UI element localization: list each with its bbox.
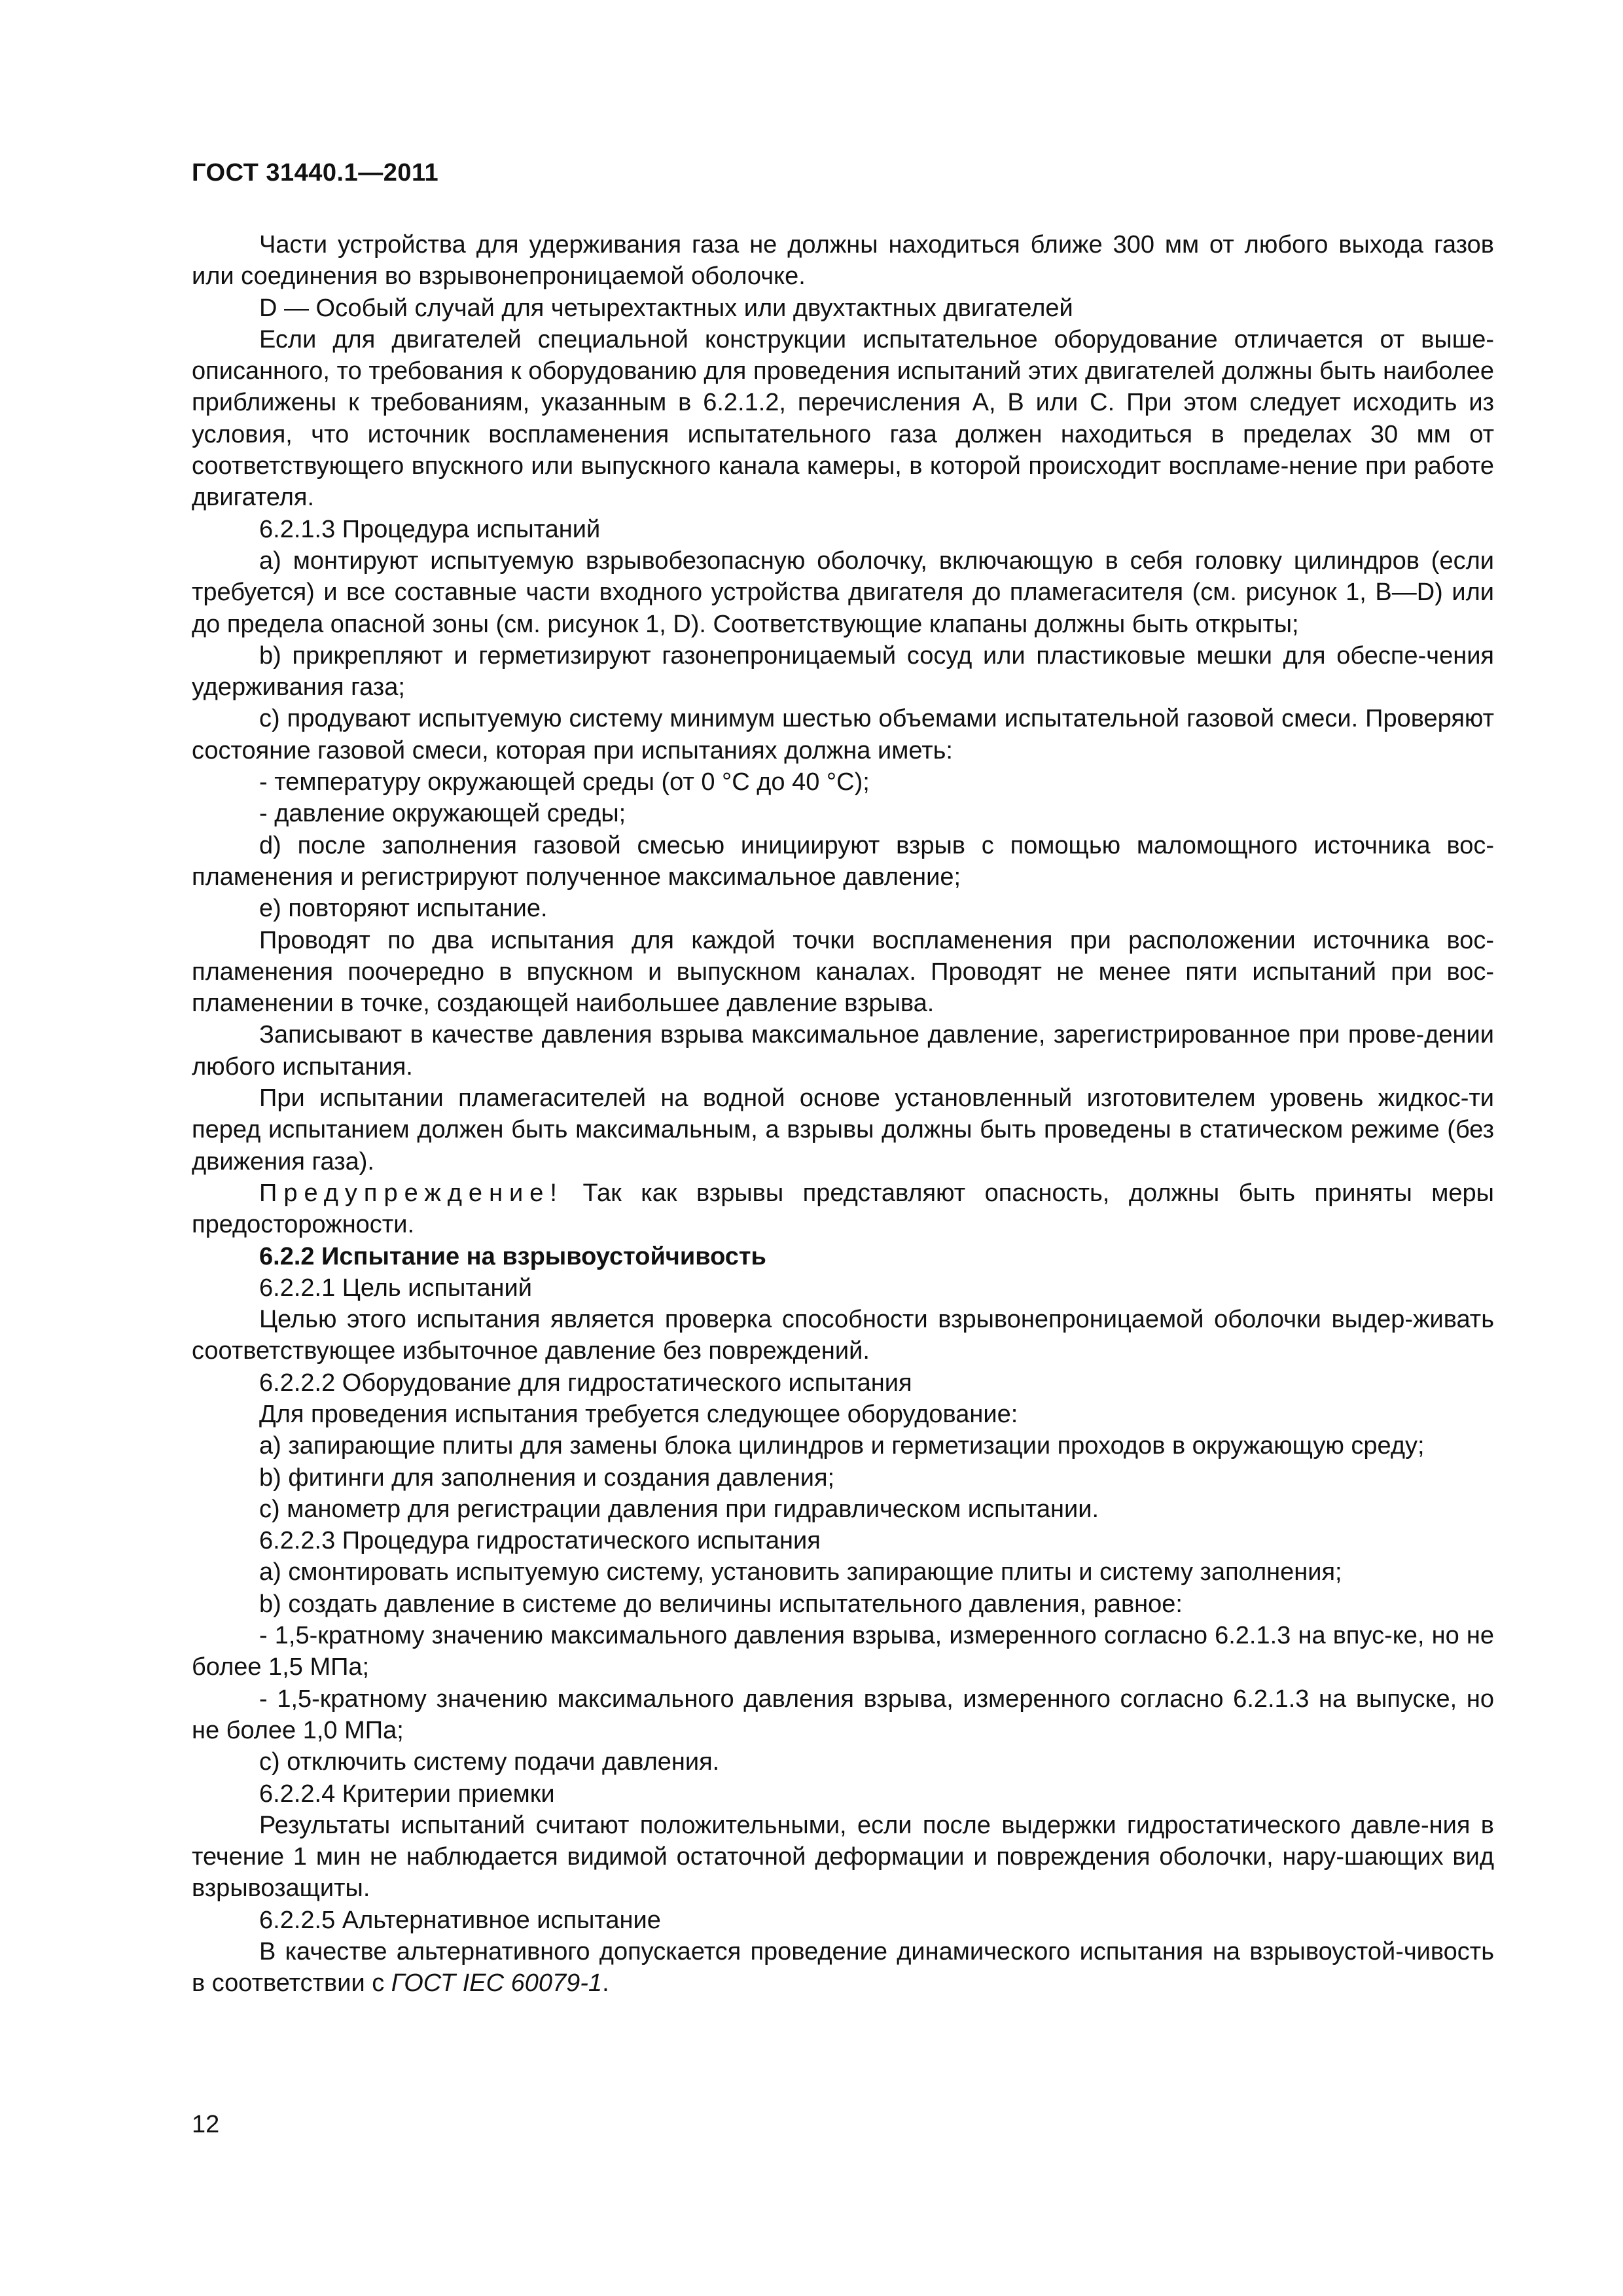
- paragraph: Для проведения испытания требуется следующее оборудование:: [259, 1400, 1018, 1428]
- paragraph: Результаты испытаний считают положительными, если после выдержки гидростатического давле-ния в течение 1 мин не наблюдается видимой остаточной деформации и повреждения оболочки, нару-шающих вид взрывозащиты.: [192, 1811, 1494, 1903]
- warning-text: Так как взрывы представляют опасность, должны быть приняты меры предосторожности.: [192, 1179, 1494, 1239]
- list-item: c) продувают испытуемую систему минимум шестью объемами испытательной газовой смеси. Проверяют состояние газовой смеси, которая при испытаниях должна иметь:: [192, 705, 1494, 764]
- section-heading: 6.2.2 Испытание на взрывоустойчивость: [259, 1242, 766, 1270]
- subsection-heading: 6.2.2.2 Оборудование для гидростатического испытания: [259, 1369, 912, 1397]
- subsection-heading: 6.2.2.1 Цель испытаний: [259, 1274, 532, 1302]
- list-item: c) манометр для регистрации давления при гидравлическом испытании.: [259, 1495, 1099, 1523]
- document-header: ГОСТ 31440.1—2011: [192, 159, 439, 187]
- list-item: - температуру окружающей среды (от 0 °С до 40 °С);: [259, 768, 870, 797]
- list-item: - 1,5-кратному значению максимального давления взрыва, измеренного согласно 6.2.1.3 на выпуске, но не более 1,0 МПа;: [192, 1685, 1494, 1744]
- list-item: b) фитинги для заполнения и создания давления;: [259, 1463, 835, 1492]
- list-item: e) повторяют испытание.: [259, 895, 548, 923]
- paragraph: [192, 1936, 1494, 2000]
- paragraph: Проводят по два испытания для каждой точки воспламенения при расположении источника вос-пламенения поочередно в впускном и выпускном каналах. Проводят не менее пяти испытаний при вос-пламенении в точке, создающей наибольшее давление взрыва.: [192, 926, 1494, 1018]
- paragraph-end: .: [602, 1969, 609, 1998]
- paragraph: Целью этого испытания является проверка способности взрывонепроницаемой оболочки выдер-живать соответствующее избыточное давление без повреждений.: [192, 1306, 1494, 1365]
- paragraph-text: В качестве альтернативного допускается проведение динамического испытания на взрывоустой-чивость в соответствии с: [192, 1938, 1494, 1998]
- page-number: 12: [192, 2111, 220, 2138]
- paragraph: При испытании пламегасителей на водной основе установленный изготовителем уровень жидкос-ти перед испытанием должен быть максимальным, а взрывы должны быть проведены в статическом режиме (без движения газа).: [192, 1085, 1494, 1175]
- paragraph: D — Особый случай для четырехтактных или двухтактных двигателей: [259, 294, 1073, 322]
- warning-paragraph: [192, 1177, 1494, 1241]
- paragraph: Если для двигателей специальной конструкции испытательное оборудование отличается от выше-описанного, то требования к оборудованию для проведения испытаний этих двигателей должны быть наиболее приближены к требованиям, указанным в 6.2.1.2, перечисления А, В или С. При этом следует исходить из условия, что источник воспламенения испытательного газа должен находиться в пределах 30 мм от соответствующего впускного или выпускного канала камеры, в которой происходит воспламе-нение при работе двигателя.: [192, 325, 1494, 512]
- warning-label: Предупреждение!: [259, 1179, 563, 1207]
- paragraph: Записывают в качестве давления взрыва максимальное давление, зарегистрированное при прове-дении любого испытания.: [192, 1021, 1494, 1081]
- subsection-heading: 6.2.2.5 Альтернативное испытание: [259, 1906, 661, 1934]
- list-item: - давление окружающей среды;: [259, 800, 626, 828]
- list-item: - 1,5-кратному значению максимального давления взрыва, измеренного согласно 6.2.1.3 на впус-ке, но не более 1,5 МПа;: [192, 1622, 1494, 1681]
- list-item: a) запирающие плиты для замены блока цилиндров и герметизации проходов в окружающую среду;: [259, 1432, 1425, 1460]
- list-item: b) создать давление в системе до величины испытательного давления, равное:: [259, 1590, 1183, 1618]
- subsection-heading: 6.2.2.3 Процедура гидростатического испытания: [259, 1527, 821, 1555]
- list-item: c) отключить систему подачи давления.: [259, 1748, 720, 1776]
- list-item: a) смонтировать испытуемую систему, установить запирающие плиты и систему заполнения;: [259, 1558, 1342, 1587]
- subsection-heading: 6.2.2.4 Критерии приемки: [259, 1780, 555, 1808]
- document-body: [192, 229, 1494, 2000]
- list-item: b) прикрепляют и герметизируют газонепроницаемый сосуд или пластиковые мешки для обеспе-чения удерживания газа;: [192, 641, 1494, 702]
- list-item: d) после заполнения газовой смесью инициируют взрыв с помощью маломощного источника вос-пламенения и регистрируют полученное максимальное давление;: [192, 831, 1494, 891]
- subsection-heading: 6.2.1.3 Процедура испытаний: [259, 515, 601, 543]
- list-item: a) монтируют испытуемую взрывобезопасную оболочку, включающую в себя головку цилиндров (если требуется) и все составные части входного устройства двигателя до пламегасителя (см. рисунок 1, В—D) или до предела опасной зоны (см. рисунок 1, D). Соответствующие клапаны должны быть открыты;: [192, 547, 1494, 638]
- standard-reference: ГОСТ IEC 60079-1: [391, 1969, 603, 1998]
- paragraph: Части устройства для удерживания газа не должны находиться ближе 300 мм от любого выхода газов или соединения во взрывонепроницаемой оболочке.: [192, 231, 1494, 291]
